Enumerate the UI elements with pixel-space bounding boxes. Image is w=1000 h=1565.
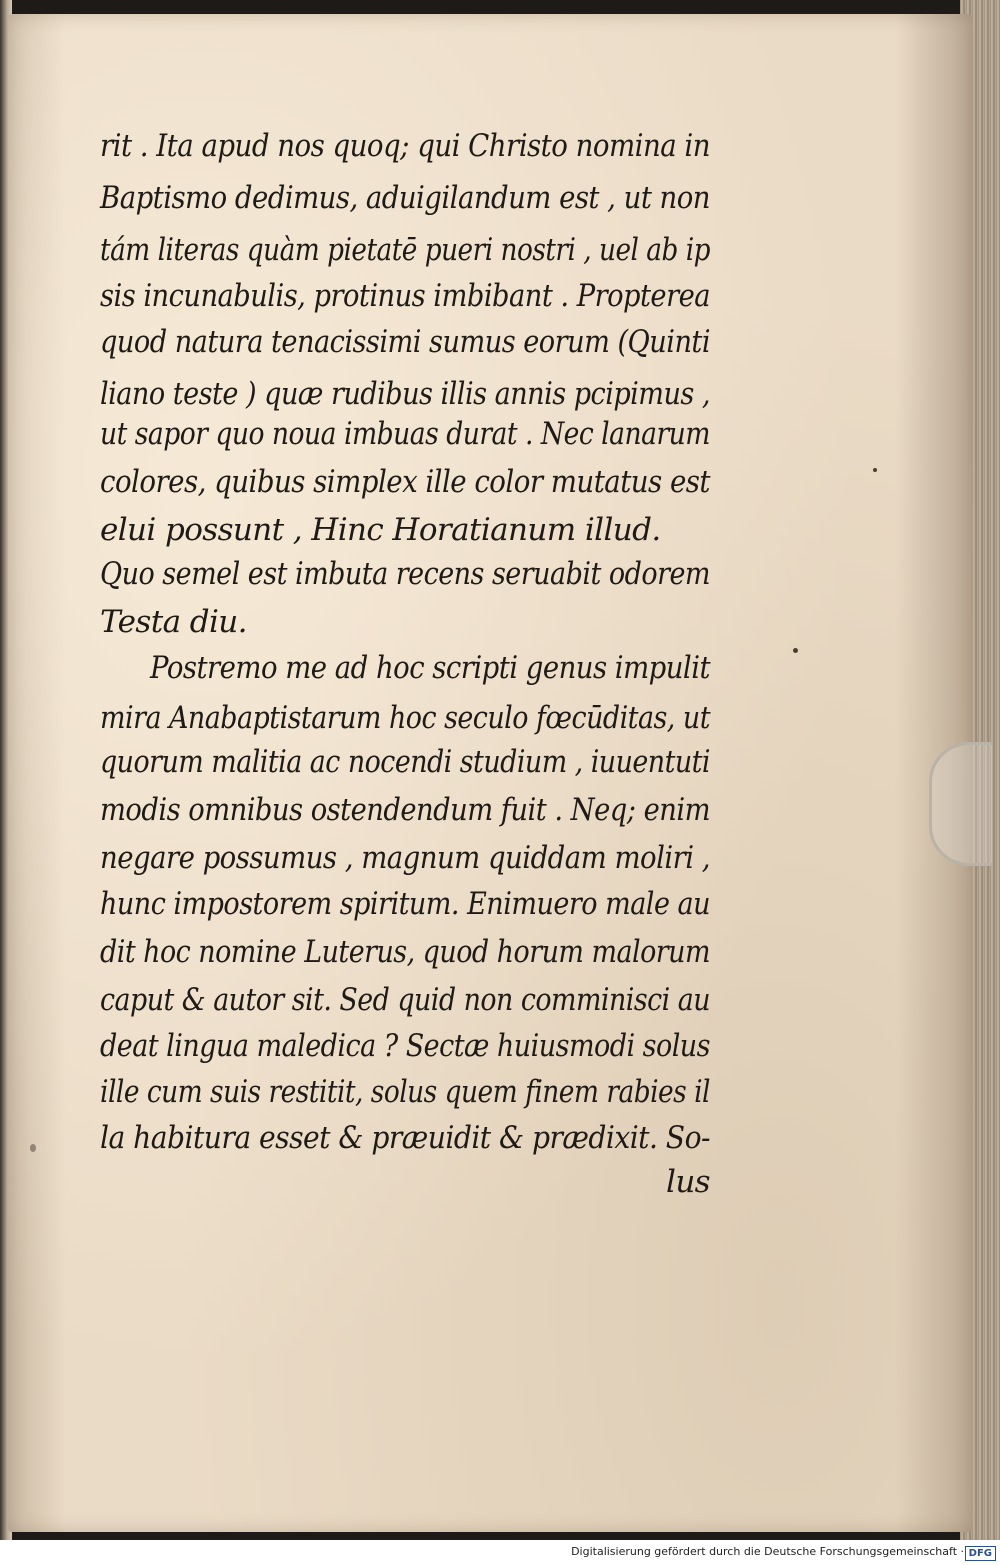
page-clip <box>929 742 992 866</box>
text-line: quod natura tenacissimi sumus eorum (Quinti <box>100 324 710 360</box>
text-line: quorum malitia ac nocendi studium , iuuentuti <box>100 744 710 780</box>
text-line: liano teste ) quæ rudibus illis annis pcipimus , <box>100 376 710 412</box>
text-line: hunc impostorem spiritum. Enimuero male au <box>100 886 710 922</box>
footer-bar <box>0 1540 1000 1565</box>
text-line: tám literas quàm pietatē pueri nostri , uel ab ip <box>100 232 710 268</box>
text-line: la habitura esset & præuidit & prædixit. So- <box>100 1120 710 1156</box>
text-line: sis incunabulis, protinus imbibant . Propterea <box>100 278 710 314</box>
text-line: dit hoc nomine Luterus, quod horum malorum <box>100 934 710 970</box>
text-line: deat lingua maledica ? Sectæ huiusmodi solus <box>100 1028 710 1064</box>
text-line: ille cum suis restitit, solus quem finem rabies il <box>100 1074 710 1110</box>
text-line: ut sapor quo noua imbuas durat . Nec lanarum <box>100 416 710 452</box>
catchword: lus <box>666 1164 710 1200</box>
text-line: Quo semel est imbuta recens seruabit odorem <box>100 556 710 592</box>
text-line: caput & autor sit. Sed quid non comminisci au <box>100 982 710 1018</box>
ink-speck <box>793 648 798 653</box>
text-line: Baptismo dedimus, aduigilandum est , ut non <box>100 180 710 216</box>
ink-speck <box>873 468 877 472</box>
paragraph-start-line: Postremo me ad hoc scripti genus impulit <box>150 650 710 686</box>
text-line: negare possumus , magnum quiddam moliri , <box>100 840 710 876</box>
text-line: elui possunt , Hinc Horatianum illud. <box>100 512 661 548</box>
funding-credit: Digitalisierung gefördert durch die Deutsche Forschungsgemeinschaft · <box>571 1545 964 1558</box>
ink-speck <box>30 1144 36 1152</box>
text-line: modis omnibus ostendendum fuit . Neq; enim <box>100 792 710 828</box>
text-line: mira Anabaptistarum hoc seculo fœcūditas, ut <box>100 700 710 736</box>
dfg-logo-icon: DFG <box>965 1546 996 1561</box>
text-line: colores, quibus simplex ille color mutatus est <box>100 464 710 500</box>
text-line: rit . Ita apud nos quoq; qui Christo nomina in <box>100 128 710 164</box>
text-line: Testa diu. <box>100 604 247 640</box>
